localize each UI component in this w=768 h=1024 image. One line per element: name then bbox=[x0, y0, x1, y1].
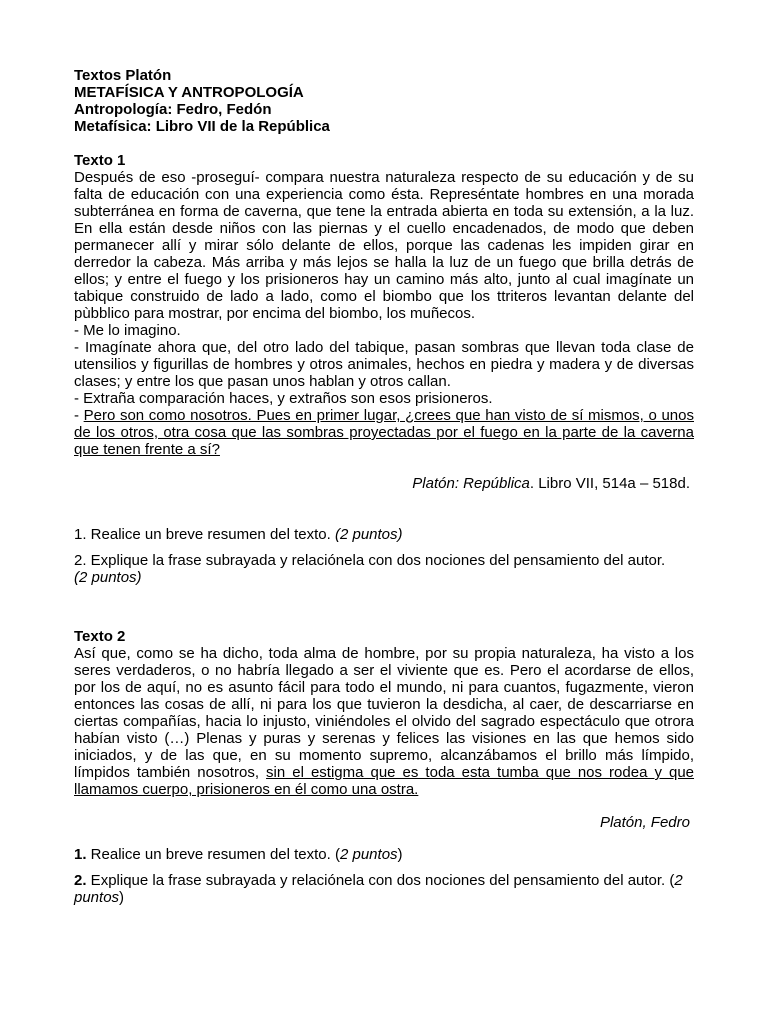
texto-2-paragraph-1 bbox=[74, 645, 694, 798]
texto-1-paragraph-4: - Extraña comparación haces, y extraños son esos prisioneros. bbox=[74, 390, 493, 407]
texto-1-section bbox=[74, 152, 694, 586]
question-points: (2 puntos) bbox=[334, 526, 403, 543]
question-text: Explique la frase subrayada y relaciónela con dos nociones del pensamiento del autor. ( bbox=[86, 872, 675, 889]
texto-2-question-1 bbox=[74, 846, 694, 863]
header-anthropology: Antropología: Fedro, Fedón bbox=[74, 101, 272, 118]
question-text: Realice un breve resumen del texto. ( bbox=[86, 846, 340, 863]
question-close: ) bbox=[397, 846, 403, 863]
texto-2-section bbox=[74, 628, 694, 906]
question-points: 2 puntos bbox=[339, 846, 398, 863]
texto-1-citation bbox=[74, 475, 694, 492]
texto-1-paragraph-1: Después de eso -proseguí- compara nuestra naturaleza respecto de su educación y de su falta de educación con una experiencia como ésta. Represéntate hombres en una morada subterránea en forma de caverna, que tene la entrada abierta en toda su extensión, a la luz. En ella están desde niños con las piernas y el cuello encadenados, de modo que deben permanecer allí y mirar sólo delante de ellos, porque las cadenas les impiden girar en derredor la cabeza. Más arriba y más lejos se halla la luz de un fuego que brilla detrás de ellos; y entre el fuego y los prisioneros hay un camino más alto, junto al cual imagínate un tabique construido de lado a lado, como el biombo que los ttriteros levantan delante del pùbblico para mostrar, por encima del biombo, los muñecos. bbox=[74, 169, 694, 322]
dash-prefix: - bbox=[74, 407, 84, 424]
underlined-phrase: sin el estigma que es toda esta tumba que nos rodea y que llamamos cuerpo, prisioneros en él como una ostra. bbox=[74, 764, 695, 798]
citation-work: Platón, Fedro bbox=[599, 814, 690, 831]
texto-2-question-2 bbox=[74, 872, 694, 906]
question-close: ) bbox=[119, 889, 125, 906]
paragraph-text: Así que, como se ha dicho, toda alma de hombre, por su propia naturaleza, ha visto a los seres verdaderos, o no habría llegado a ser el viviente que es. Pero el acordarse de ellos, por los de aquí, no es asunto fácil para todo el mundo, ni para cuantos, fugazmente, vieron entonces las cosas de allí, ni para los que tuvieron la desdicha, al caer, de descarriarse en ciertas compañías, hacia lo injusto, viniéndoles el olvido del sagrado espectáculo que otrora habían visto (…) Plenas y puras y serenas y felices las visiones en las que hemos sido iniciados, y de las que, en su momento supremo, alcanzábamos el brillo más límpido, límpidos también nosotros, bbox=[74, 645, 694, 781]
question-number: 2. bbox=[74, 872, 87, 889]
document-header bbox=[74, 67, 694, 135]
texto-1-question-2 bbox=[74, 552, 694, 586]
question-text: 2. Explique la frase subrayada y relaciónela con dos nociones del pensamiento del autor. bbox=[74, 552, 666, 569]
texto-1-paragraph-2: - Me lo imagino. bbox=[74, 322, 181, 339]
question-points: 2 puntos bbox=[74, 872, 683, 906]
question-text: 1. Realice un breve resumen del texto. bbox=[74, 526, 335, 543]
question-points: (2 puntos) bbox=[74, 569, 142, 586]
texto-2-citation bbox=[74, 814, 694, 831]
texto-1-paragraph-5 bbox=[74, 407, 694, 458]
texto-1-question-1 bbox=[74, 526, 694, 543]
header-title: Textos Platón bbox=[74, 67, 172, 84]
texto-1-paragraph-3: - Imagínate ahora que, del otro lado del tabique, pasan sombras que llevan toda clase de utensilios y figurillas de hombres y otros animales, hechos en piedra y madera y de diversas clases; y entre los que pasan unos hablan y otros callan. bbox=[74, 339, 694, 390]
texto-2-title: Texto 2 bbox=[74, 628, 126, 645]
texto-1-title: Texto 1 bbox=[74, 152, 126, 169]
header-subject: METAFÍSICA Y ANTROPOLOGÍA bbox=[74, 84, 304, 101]
header-metaphysics: Metafísica: Libro VII de la República bbox=[74, 118, 330, 135]
underlined-phrase: Pero son como nosotros. Pues en primer lugar, ¿crees que han visto de sí mismos, o unos de los otros, otra cosa que las sombras proyectadas por el fuego en la parte de la caverna que tenen frente a sí? bbox=[74, 407, 694, 458]
citation-reference: . Libro VII, 514a – 518d. bbox=[529, 475, 690, 492]
document-page bbox=[74, 67, 694, 906]
question-number: 1. bbox=[74, 846, 87, 863]
citation-work: Platón: República bbox=[412, 475, 530, 492]
